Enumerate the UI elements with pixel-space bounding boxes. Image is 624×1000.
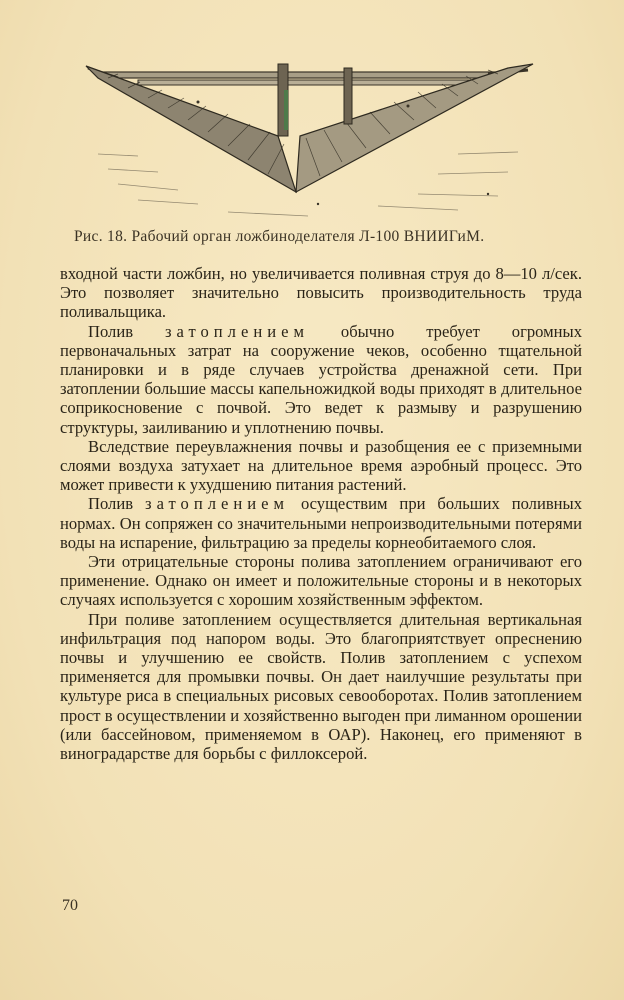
paragraph <box>60 494 582 552</box>
body-text <box>60 264 582 763</box>
figure-caption: Рис. 18. Рабочий орган ложбиноделателя Л-100 ВНИИГиМ. <box>74 228 485 245</box>
paragraph: входной части ложбин, но увеличивается поливная струя до 8—10 л/сек. Это позволяет значительно повысить производительность труда поливальщика. <box>60 264 582 322</box>
ditch-maker-working-part-drawing-icon <box>78 44 548 220</box>
paragraph <box>60 322 582 437</box>
paragraph: При поливе затоплением осуществляется длительная вертикальная инфильтрация под напором воды. Это благоприятствует опреснению почвы и улучшению ее свойств. Полив затоплением с успехом применяется для промывки почвы. Он дает наилучшие результаты при культуре риса в специальных рисовых севооборотах. Полив затоплением прост в осуществлении и хозяйственно выгоден при лиманном орошении (или бассейновом, применяемом в ОАР). Наконец, его применяют в виноградарстве для борьбы с филлоксерой. <box>60 609 582 764</box>
page-number: 70 <box>62 897 78 914</box>
paragraph: Эти отрицательные стороны полива затоплением ограничивают его применение. Однако он имеет и положительные стороны и в некоторых случаях используется с хорошим хозяйственным эффектом. <box>60 552 582 610</box>
paragraph-rest: обычно требует огромных первоначальных затрат на сооружение чеков, особенно тщательной планировки и в ряде случаев устройства дренажной сети. При затоплении большие массы капельножидкой воды приходят в длительное соприкосновение с почвой. Это ведет к размыву и разрушению структуры, заиливанию и уплотнению почвы. <box>60 321 582 437</box>
paragraph-rest: осуществим при больших поливных нормах. Он сопряжен со значительными непроизводительными потерями воды на испарение, фильтрацию за пределы корнеобитаемого слоя. <box>60 494 582 552</box>
emphasized-term: затоплением <box>145 494 289 514</box>
figure-ditch-maker <box>78 44 548 220</box>
paragraph: Вследствие переувлажнения почвы и разобщения ее с приземными слоями воздуха затухает на длительное время аэробный процесс. Это может привести к ухудшению питания растений. <box>60 436 582 495</box>
paragraph-lead: Полив <box>88 321 165 341</box>
emphasized-term: затоплением <box>164 321 309 341</box>
paragraph-lead: Полив <box>88 494 146 514</box>
